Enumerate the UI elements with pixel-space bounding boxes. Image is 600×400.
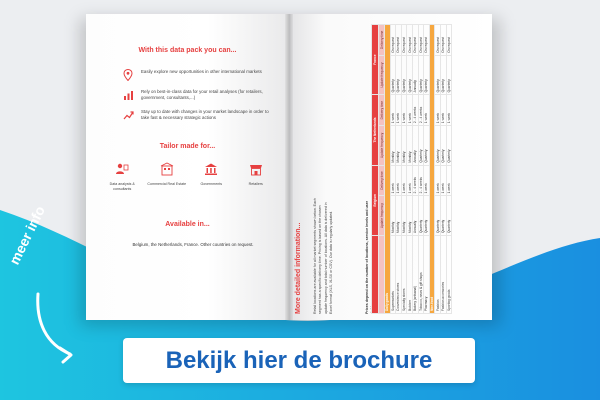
- table-cell: On request: [435, 25, 441, 56]
- table-cell: Quarterly: [446, 55, 452, 95]
- table-cell: 1 week: [390, 95, 396, 126]
- table-cell: 1 week: [396, 165, 402, 196]
- table-cell: On request: [446, 25, 452, 56]
- analyst-icon: [115, 162, 129, 179]
- table-group-header-cell: The Netherlands: [372, 95, 379, 165]
- table-cell: 1 week: [407, 95, 413, 126]
- table-cell: Quarterly: [435, 126, 441, 166]
- table-cell: On request: [396, 25, 402, 56]
- table-cell-category: Butcher: [407, 236, 413, 314]
- table-cell: Quarterly: [435, 55, 441, 95]
- pricing-table: [371, 24, 452, 314]
- prices-note: Prices depend on the number of locations, service levels and user: [365, 200, 369, 314]
- table-cell: Quarterly: [396, 55, 402, 95]
- right-page-paragraph: Retail locations are available for all market segments shown below. Each segment has a specific delivery time. Pricing is based on the chosen update frequency and total number of locations. All data is delivered in Excel format (XLS, XLSX or CSV). Our data is regularly updated.: [313, 198, 334, 314]
- table-cell-category: Sporting goods: [446, 236, 452, 314]
- table-cell: 1 week: [435, 165, 441, 196]
- table-cell: Monthly: [401, 126, 407, 166]
- tailor-title: Tailor made for...: [159, 143, 216, 150]
- table-cell: On request: [418, 25, 424, 56]
- table-header-blank: [372, 236, 379, 314]
- table-group-label: Non-food: [429, 25, 435, 314]
- table-cell-category: Fashion: [435, 236, 441, 314]
- view-brochure-button[interactable]: Bekijk hier de brochure: [123, 338, 475, 383]
- table-cell: 1 week: [440, 95, 446, 126]
- table-group-header-cell: Belgium: [372, 165, 379, 235]
- table-cell: Quarterly: [424, 196, 430, 236]
- table-cell: On request: [407, 25, 413, 56]
- table-cell: On request: [401, 25, 407, 56]
- tailor-item: [102, 162, 142, 191]
- brochure-right-page: [289, 14, 492, 320]
- tailor-item: [191, 162, 231, 191]
- table-cell: Monthly: [390, 126, 396, 166]
- table-group-header: [372, 25, 379, 314]
- table-cell: 2 - 4 weeks: [418, 95, 424, 126]
- left-page-title: With this data pack you can...: [138, 47, 237, 54]
- feature-text: Rely on best-in-class data for your retail analyses (for retailers, government, consultants,...): [141, 89, 263, 100]
- table-cell: Monthly: [396, 196, 402, 236]
- table-cell-category: Tobacco, news & gift shops: [418, 236, 424, 314]
- feature-text: Easily explore new opportunities in other international markets: [141, 69, 262, 74]
- table-cell: Quarterly: [407, 55, 413, 95]
- feature-text: Stay up to date with changes in your market landscape in order to take fast & necessary strategic actions: [141, 109, 269, 120]
- table-cell: 2 - 4 weeks: [412, 95, 418, 126]
- table-cell: Monthly: [407, 196, 413, 236]
- brochure[interactable]: [86, 14, 492, 320]
- table-cell-category: Fashion accessories: [440, 236, 446, 314]
- table-cell: 2 - 4 weeks: [418, 165, 424, 196]
- table-cell: 1 week: [390, 165, 396, 196]
- table-cell: Quarterly: [390, 55, 396, 95]
- tailor-label: Data analysts & consultants: [109, 182, 135, 191]
- tailor-item: [147, 162, 187, 191]
- table-cell: 1 week: [446, 95, 452, 126]
- table-sub-header-cell: Update frequency: [379, 126, 385, 166]
- table-cell: Annually: [412, 196, 418, 236]
- tailor-label: Retailers: [248, 182, 263, 186]
- table-cell: On request: [440, 25, 446, 56]
- table-sub-header-cell: Delivery time: [379, 95, 385, 126]
- table-cell: Quarterly: [440, 55, 446, 95]
- right-page-content: [295, 24, 491, 314]
- table-cell: Quarterly: [418, 196, 424, 236]
- table-cell: Monthly: [407, 126, 413, 166]
- table-cell: On request: [412, 25, 418, 56]
- map-pin-icon: [122, 69, 134, 81]
- table-cell: 1 week: [424, 165, 430, 196]
- table-cell: 1 week: [407, 165, 413, 196]
- tailor-label: Commercial Real Estate: [147, 182, 187, 186]
- tailor-item: [236, 162, 276, 191]
- tailor-label: Governments: [200, 182, 223, 186]
- table-cell: Quarterly: [446, 126, 452, 166]
- table-cell: Quarterly: [446, 196, 452, 236]
- trend-up-icon: [122, 109, 134, 121]
- real-estate-icon: [160, 162, 174, 179]
- tailor-list: [100, 162, 278, 191]
- table-sub-header-cell: Delivery time: [379, 165, 385, 196]
- table-cell-category: Supermarkets: [390, 236, 396, 314]
- table-cell: Quarterly: [440, 126, 446, 166]
- table-sub-header-cell: Delivery time: [379, 25, 385, 56]
- table-cell: 1 week: [401, 165, 407, 196]
- table-cell: Quarterly: [418, 126, 424, 166]
- table-cell: Monthly: [401, 196, 407, 236]
- table-cell: 1 week: [440, 165, 446, 196]
- table-cell: 1 week: [396, 95, 402, 126]
- table-group-header-cell: France: [372, 25, 379, 95]
- table-cell: Annually: [412, 126, 418, 166]
- table-cell-category: Convenience stores: [396, 236, 402, 314]
- table-cell: On request: [424, 25, 430, 56]
- retailer-icon: [249, 162, 263, 179]
- feature-item: [122, 89, 272, 101]
- brochure-left-page: [86, 14, 289, 320]
- table-cell: 1 week: [446, 165, 452, 196]
- table-cell: Monthly: [396, 126, 402, 166]
- feature-item: [122, 69, 272, 81]
- table-cell: Quarterly: [418, 55, 424, 95]
- available-title: Available in...: [165, 221, 210, 228]
- table-cell: Quarterly: [401, 55, 407, 95]
- brochure-spine: [285, 14, 293, 320]
- available-text: Belgium, the Netherlands, France. Other countries on request.: [132, 242, 254, 247]
- table-group-label: Daily goods: [385, 25, 391, 314]
- table-cell: Quarterly: [424, 55, 430, 95]
- table-cell: On request: [390, 25, 396, 56]
- table-cell: Annually: [412, 55, 418, 95]
- table-cell-category: Specialty stores: [401, 236, 407, 314]
- table-sub-header-cell: Update frequency: [379, 55, 385, 95]
- table-cell: 2 - 4 weeks: [412, 165, 418, 196]
- table-cell: 1 week: [424, 95, 430, 126]
- table-cell-category: Pharmacy: [424, 236, 430, 314]
- table-cell: Monthly: [390, 196, 396, 236]
- table-cell: Quarterly: [440, 196, 446, 236]
- chart-icon: [122, 89, 134, 101]
- table-sub-header-cell: Update frequency: [379, 196, 385, 236]
- table-cell: 1 week: [401, 95, 407, 126]
- meer-info-label: meer info: [6, 203, 49, 268]
- table-cell: Quarterly: [435, 196, 441, 236]
- table-row: [446, 25, 452, 314]
- curved-arrow-icon: [36, 292, 116, 364]
- table-cell-category: Bakery (artisanal): [412, 236, 418, 314]
- right-page-heading: More detailed information...: [295, 222, 302, 314]
- feature-item: [122, 109, 272, 121]
- government-icon: [204, 162, 218, 179]
- table-cell: Quarterly: [424, 126, 430, 166]
- table-cell: 1 week: [435, 95, 441, 126]
